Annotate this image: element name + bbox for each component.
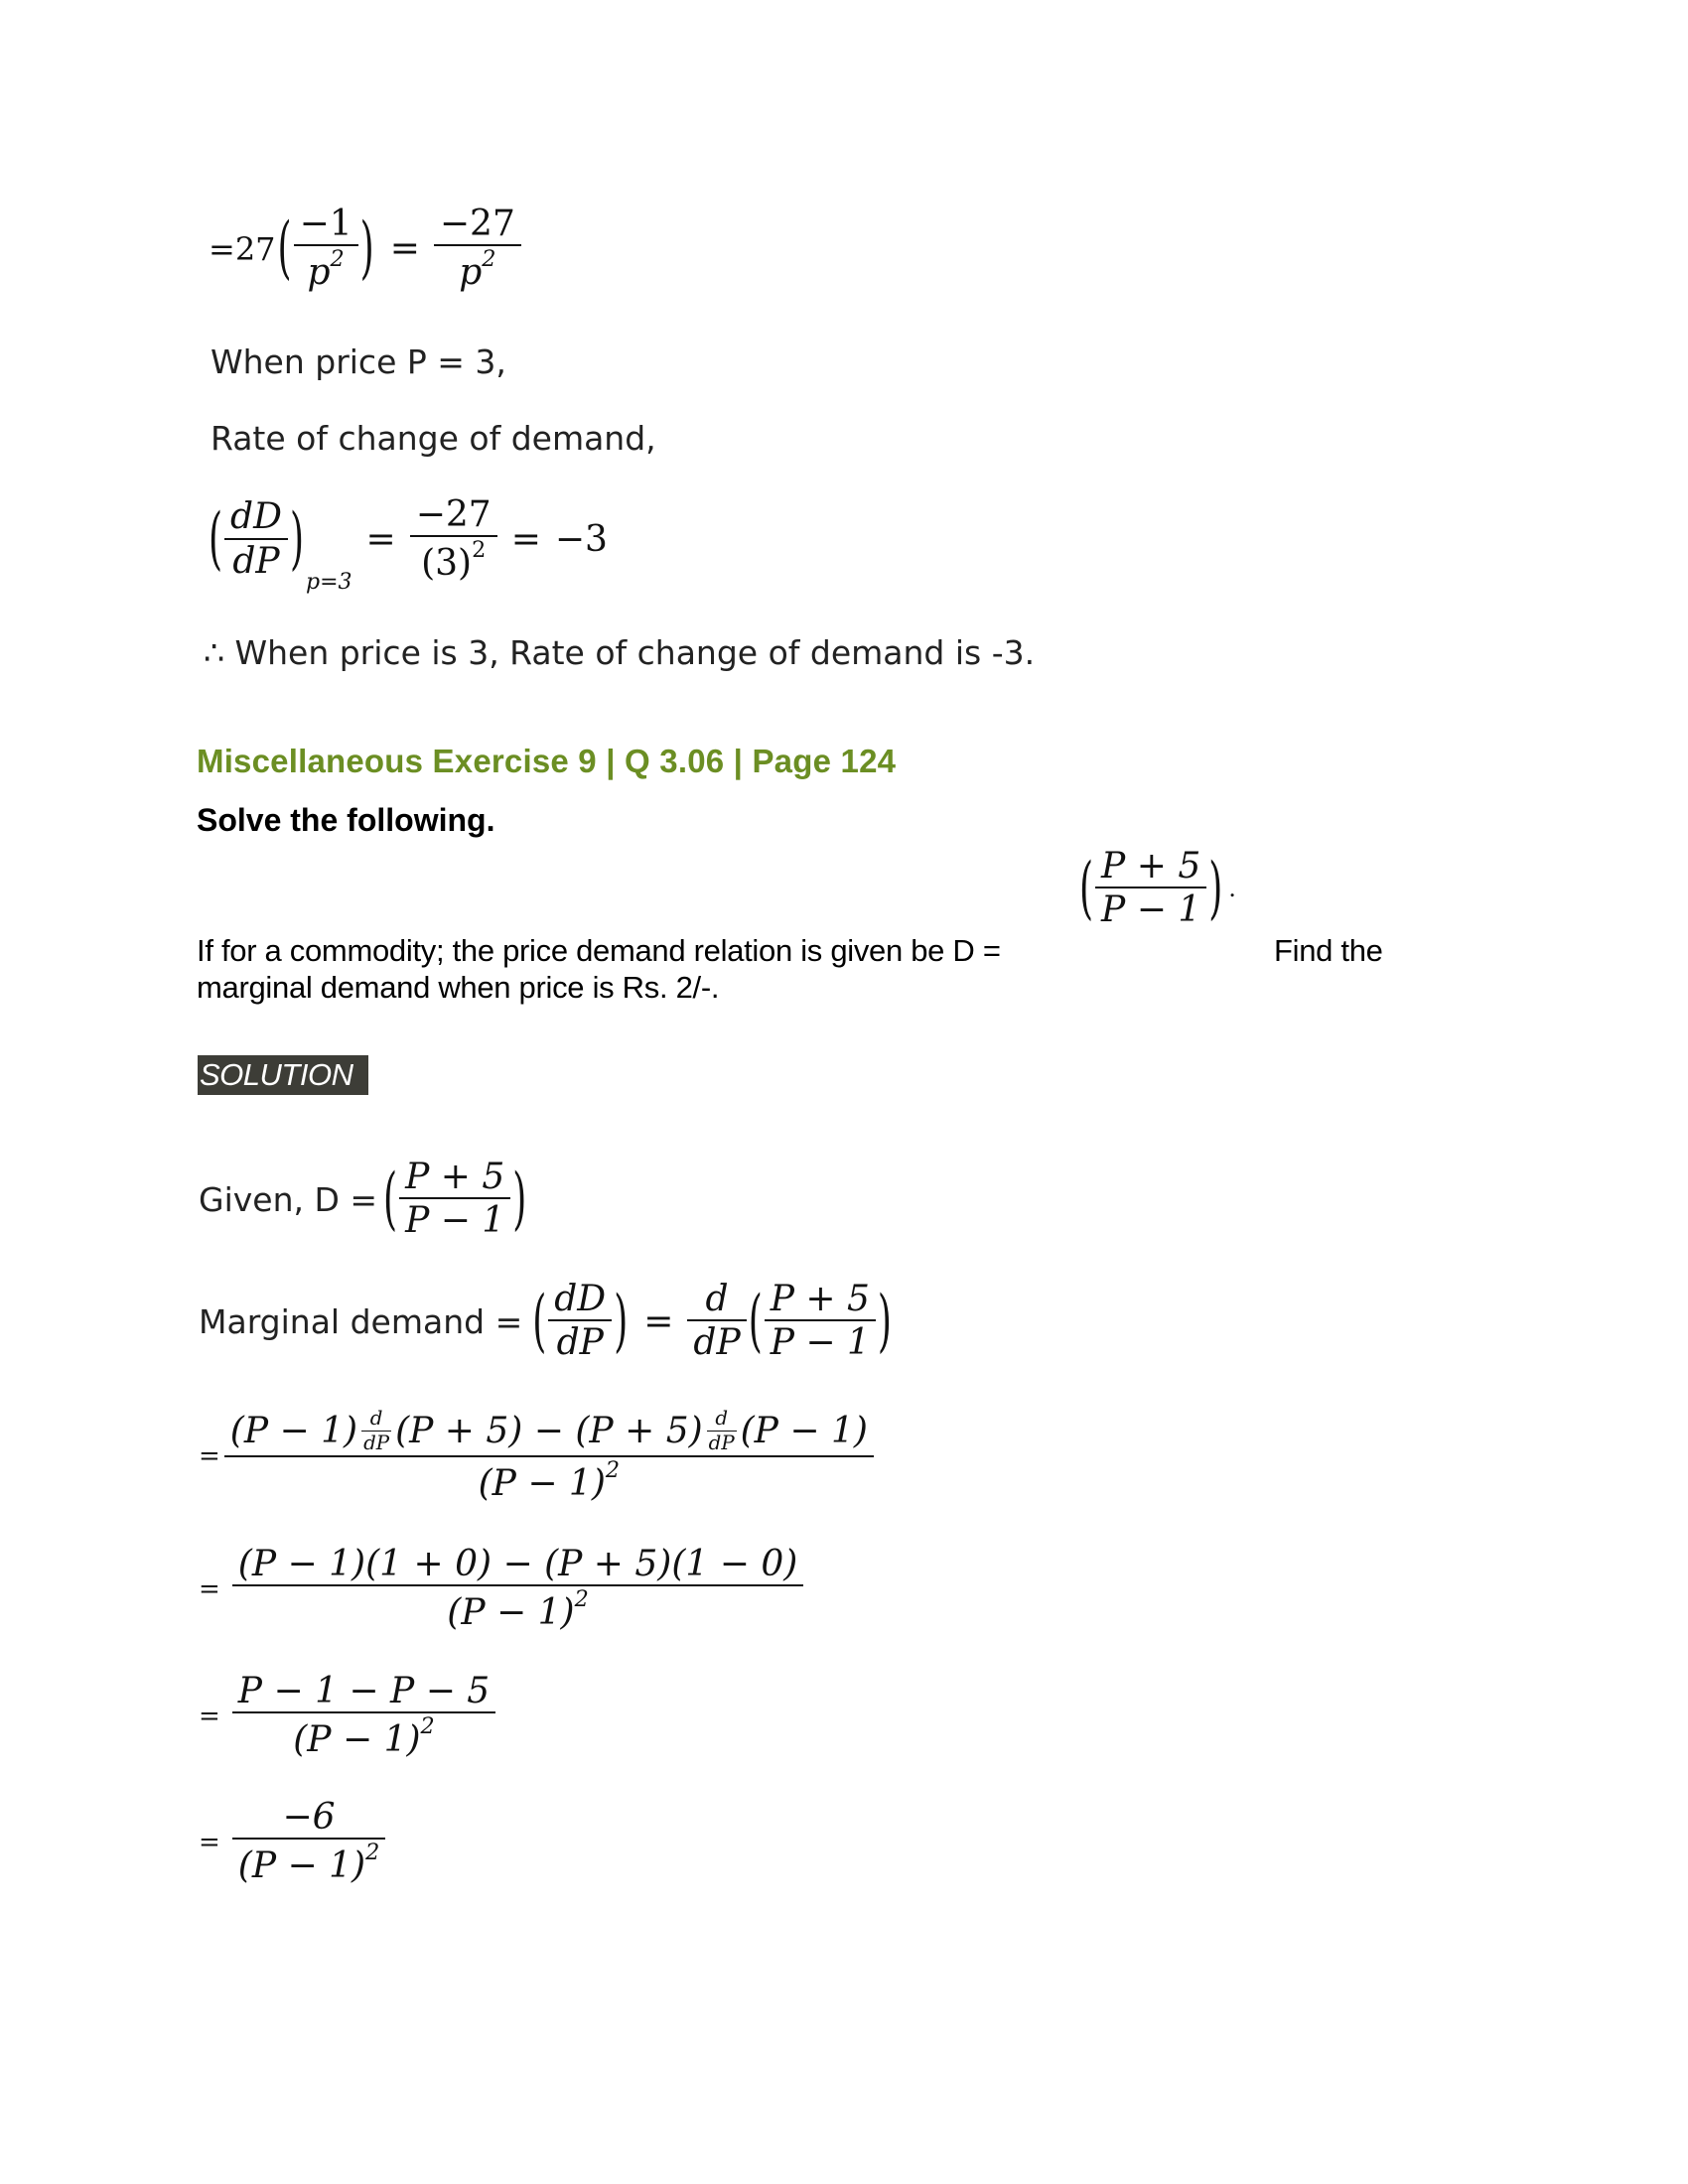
marginal-demand-label: Marginal demand = — [199, 1301, 523, 1341]
denominator: P − 1 — [1101, 889, 1201, 931]
den-base: (P − 1) — [478, 1462, 606, 1504]
equals-sign: = — [510, 519, 541, 561]
period: . — [1228, 875, 1236, 903]
den-base: (P − 1) — [237, 1845, 366, 1887]
fraction — [434, 204, 521, 294]
marginal-demand-equation — [199, 1279, 894, 1365]
right-paren: ) — [359, 209, 374, 288]
marginal-expression — [530, 1279, 894, 1365]
rate-of-change-label: Rate of change of demand, — [211, 419, 656, 458]
denominator: P − 1 — [405, 1200, 505, 1242]
numerator: −1 — [299, 204, 352, 244]
equals-sign: = — [365, 519, 396, 561]
den-exp: 2 — [365, 1840, 380, 1866]
den-base: (3) — [421, 543, 473, 585]
fraction — [399, 1157, 510, 1243]
denominator: dP — [232, 540, 280, 582]
numerator: P + 5 — [1101, 846, 1201, 887]
right-paren: ) — [512, 1160, 527, 1239]
denominator — [301, 246, 350, 294]
step-4-result — [199, 1797, 385, 1887]
step-1-quotient-rule — [199, 1408, 874, 1505]
left-paren: ( — [748, 1283, 763, 1361]
den-exp: 2 — [482, 246, 496, 273]
right-paren: ) — [614, 1283, 629, 1361]
numerator: −27 — [415, 494, 492, 535]
left-paren: ( — [277, 209, 292, 288]
denominator: dP — [556, 1322, 604, 1364]
denominator: dP — [363, 1431, 390, 1454]
term: (P − 1) — [229, 1411, 358, 1452]
left-paren: ( — [383, 1160, 398, 1239]
numerator: −27 — [439, 204, 515, 244]
denominator — [453, 246, 501, 294]
numerator: P + 5 — [770, 1279, 870, 1319]
den-base: p — [459, 252, 483, 294]
equals-sign: = — [199, 1440, 220, 1471]
fraction — [294, 204, 358, 294]
solution-label[interactable]: SOLUTION — [198, 1055, 368, 1095]
equals-sign: = — [199, 1573, 220, 1604]
fraction — [765, 1279, 876, 1365]
question-heading[interactable]: Miscellaneous Exercise 9 | Q 3.06 | Page 124 — [197, 743, 897, 779]
fraction — [232, 1544, 803, 1634]
given-expression — [381, 1157, 528, 1243]
instruction-text: Solve the following. — [197, 802, 495, 838]
result-value: −3 — [554, 519, 608, 561]
den-base: p — [307, 252, 331, 294]
numerator: (P − 1)(1 + 0) − (P + 5)(1 − 0) — [237, 1544, 798, 1584]
numerator: d — [369, 1407, 383, 1430]
denominator — [287, 1713, 440, 1761]
fraction — [1095, 846, 1206, 932]
den-exp: 2 — [472, 537, 487, 564]
question-fraction — [1077, 846, 1236, 932]
subscript: p=3 — [306, 570, 352, 596]
d-dP-operator — [707, 1408, 737, 1455]
eq-lead: =27 — [209, 229, 276, 268]
numerator: d — [705, 1279, 729, 1319]
term: (P − 1) — [740, 1411, 868, 1452]
question-text-line2: marginal demand when price is Rs. 2/-. — [197, 970, 720, 1005]
step-2-derivatives-evaluated — [199, 1544, 803, 1634]
denominator: P − 1 — [770, 1322, 870, 1364]
conclusion-text: ∴ When price is 3, Rate of change of demand is -3. — [204, 633, 1036, 672]
den-exp: 2 — [420, 1713, 435, 1740]
den-base: (P − 1) — [293, 1719, 421, 1761]
numerator: P − 1 − P − 5 — [237, 1671, 491, 1711]
question-text-after: Find the — [1274, 933, 1383, 968]
equals-sign: = — [389, 228, 420, 270]
step-3-simplify — [199, 1671, 495, 1761]
numerator: d — [715, 1407, 728, 1430]
numerator: dD — [554, 1279, 607, 1319]
denominator — [232, 1840, 385, 1887]
den-exp: 2 — [574, 1586, 589, 1613]
fraction-dD-dP — [224, 496, 288, 583]
den-exp: 2 — [605, 1456, 621, 1483]
denominator: dP — [708, 1431, 735, 1454]
right-paren: ) — [877, 1283, 892, 1361]
left-paren: ( — [532, 1283, 547, 1361]
equals-sign: = — [199, 1827, 220, 1857]
den-base: (P − 1) — [447, 1592, 575, 1634]
equals-sign: = — [199, 1701, 220, 1731]
fraction — [224, 1408, 874, 1505]
d-dP-operator — [361, 1408, 391, 1455]
term: (P + 5) − (P + 5) — [395, 1411, 703, 1452]
denominator — [441, 1586, 594, 1634]
question-text-before: If for a commodity; the price demand relation is given be D = — [197, 933, 1001, 968]
fraction-d-dP — [687, 1279, 746, 1365]
numerator: dD — [230, 496, 282, 538]
left-paren: ( — [1079, 850, 1094, 928]
numerator: P + 5 — [405, 1157, 505, 1197]
when-price-text: When price P = 3, — [211, 342, 506, 381]
given-label: Given, D = — [199, 1179, 378, 1219]
right-paren: ) — [1208, 850, 1223, 928]
fraction — [410, 494, 497, 585]
fraction — [232, 1671, 495, 1761]
equals-sign: = — [643, 1300, 674, 1342]
left-paren: ( — [209, 500, 223, 579]
denominator: dP — [693, 1322, 741, 1364]
equation-27-over-p2 — [209, 204, 521, 294]
den-exp: 2 — [330, 246, 345, 273]
right-paren: ) — [289, 500, 305, 579]
numerator — [224, 1408, 874, 1455]
given-equation — [199, 1157, 528, 1243]
numerator: −6 — [282, 1797, 336, 1838]
denominator — [415, 537, 492, 585]
denominator — [473, 1457, 626, 1505]
fraction — [232, 1797, 385, 1887]
fraction-dD-dP — [548, 1279, 612, 1365]
equation-derivative-at-3 — [207, 494, 608, 596]
